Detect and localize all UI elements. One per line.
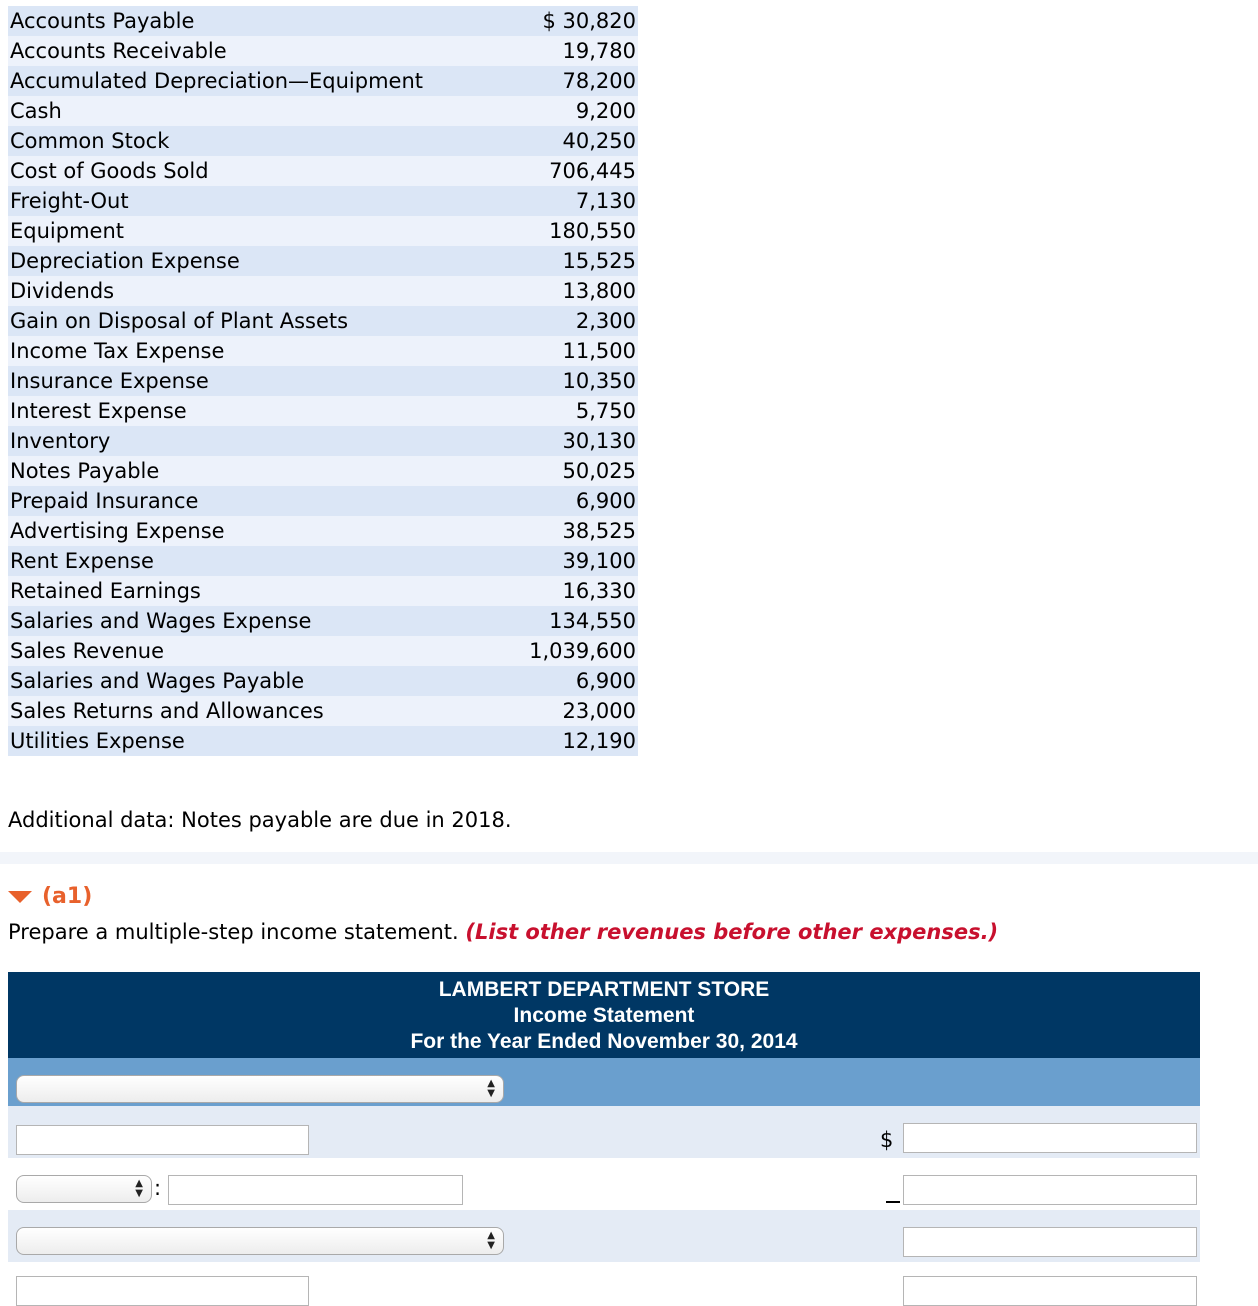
account-row (8, 486, 638, 516)
statement-title: Income Statement (513, 1004, 695, 1027)
instruction-emphasis: (List other revenues before other expenses.) (465, 920, 999, 944)
account-row (8, 726, 638, 756)
amount-input-3[interactable] (903, 1227, 1197, 1257)
account-row (8, 696, 638, 726)
account-name: Rent Expense (10, 549, 154, 573)
account-amount: 9,200 (575, 99, 636, 123)
account-amount: 16,330 (562, 579, 636, 603)
account-name: Cash (10, 99, 62, 123)
account-amount: 11,500 (562, 339, 636, 363)
account-row (8, 456, 638, 486)
account-amount: 1,039,600 (529, 639, 636, 663)
account-amount: 23,000 (562, 699, 636, 723)
account-name: Advertising Expense (10, 519, 225, 543)
accounts-table (8, 6, 638, 756)
account-name: Cost of Goods Sold (10, 159, 209, 183)
account-row (8, 336, 638, 366)
section-separator (0, 852, 1258, 864)
line-item-label-input-2[interactable] (168, 1175, 463, 1205)
account-row (8, 66, 638, 96)
account-name: Sales Returns and Allowances (10, 699, 324, 723)
account-name: Common Stock (10, 129, 170, 153)
line-item-select[interactable] (16, 1075, 504, 1103)
account-name: Retained Earnings (10, 579, 201, 603)
account-row (8, 546, 638, 576)
line-item-label-input-3[interactable] (16, 1276, 309, 1306)
amount-input-4[interactable] (903, 1276, 1197, 1306)
select-arrows-icon: ▲ ▼ (487, 1230, 495, 1251)
amount-input-1[interactable] (903, 1123, 1197, 1153)
account-row (8, 306, 638, 336)
account-amount: 134,550 (549, 609, 636, 633)
account-amount: 6,900 (575, 489, 636, 513)
account-row (8, 186, 638, 216)
account-name: Insurance Expense (10, 369, 209, 393)
select-arrows-icon: ▲ ▼ (135, 1178, 143, 1199)
account-amount: 30,130 (562, 429, 636, 453)
account-name: Equipment (10, 219, 124, 243)
account-row (8, 606, 638, 636)
section-label: (a1) (42, 884, 93, 909)
account-name: Accumulated Depreciation—Equipment (10, 69, 424, 93)
account-row (8, 576, 638, 606)
account-row (8, 126, 638, 156)
account-name: Interest Expense (10, 399, 187, 423)
account-amount: 38,525 (562, 519, 636, 543)
colon-separator: : (154, 1176, 162, 1200)
account-name: Notes Payable (10, 459, 160, 483)
account-name: Dividends (10, 279, 115, 303)
account-amount: 180,550 (549, 219, 636, 243)
account-name: Salaries and Wages Payable (10, 669, 305, 693)
account-amount: 19,780 (562, 39, 636, 63)
account-name: Sales Revenue (10, 639, 165, 663)
account-amount: $ 30,820 (542, 9, 636, 33)
account-amount: 12,190 (562, 729, 636, 753)
dollar-sign: $ (880, 1128, 894, 1152)
account-name: Income Tax Expense (10, 339, 225, 363)
account-row (8, 96, 638, 126)
account-row (8, 666, 638, 696)
account-name: Inventory (10, 429, 111, 453)
account-amount: 7,130 (575, 189, 636, 213)
account-name: Freight-Out (10, 189, 129, 213)
account-row (8, 396, 638, 426)
account-name: Prepaid Insurance (10, 489, 199, 513)
account-amount: 2,300 (575, 309, 636, 333)
line-item-label-input[interactable] (16, 1125, 309, 1155)
account-amount: 6,900 (575, 669, 636, 693)
account-name: Gain on Disposal of Plant Assets (10, 309, 349, 333)
account-amount: 10,350 (562, 369, 636, 393)
account-row (8, 276, 638, 306)
account-amount: 40,250 (562, 129, 636, 153)
underline-mark (886, 1201, 900, 1203)
instruction-text (8, 920, 998, 944)
amount-input-2[interactable] (903, 1175, 1197, 1205)
instruction-main: Prepare a multiple-step income statement. (8, 920, 459, 944)
account-row (8, 156, 638, 186)
account-amount: 50,025 (562, 459, 636, 483)
account-row (8, 426, 638, 456)
account-amount: 39,100 (562, 549, 636, 573)
statement-period: For the Year Ended November 30, 2014 (410, 1030, 798, 1053)
account-name: Depreciation Expense (10, 249, 240, 273)
account-row (8, 36, 638, 66)
select-arrows-icon: ▲ ▼ (487, 1078, 495, 1099)
account-row (8, 246, 638, 276)
account-amount: 15,525 (562, 249, 636, 273)
less-add-select[interactable] (16, 1175, 152, 1203)
account-row (8, 516, 638, 546)
statement-header (8, 972, 1200, 1058)
account-amount: 78,200 (562, 69, 636, 93)
statement-company: LAMBERT DEPARTMENT STORE (438, 978, 770, 1001)
account-row (8, 636, 638, 666)
account-amount: 13,800 (562, 279, 636, 303)
account-amount: 5,750 (575, 399, 636, 423)
additional-data-note: Additional data: Notes payable are due in 2018. (8, 808, 512, 832)
account-name: Accounts Receivable (10, 39, 227, 63)
section-toggle-a1[interactable] (8, 884, 92, 909)
line-item-select-2[interactable] (16, 1227, 504, 1255)
account-amount: 706,445 (549, 159, 636, 183)
account-name: Utilities Expense (10, 729, 185, 753)
account-name: Salaries and Wages Expense (10, 609, 312, 633)
account-row (8, 6, 638, 36)
collapse-triangle-icon[interactable] (8, 891, 32, 903)
account-row (8, 366, 638, 396)
account-name: Accounts Payable (10, 9, 195, 33)
account-row (8, 216, 638, 246)
